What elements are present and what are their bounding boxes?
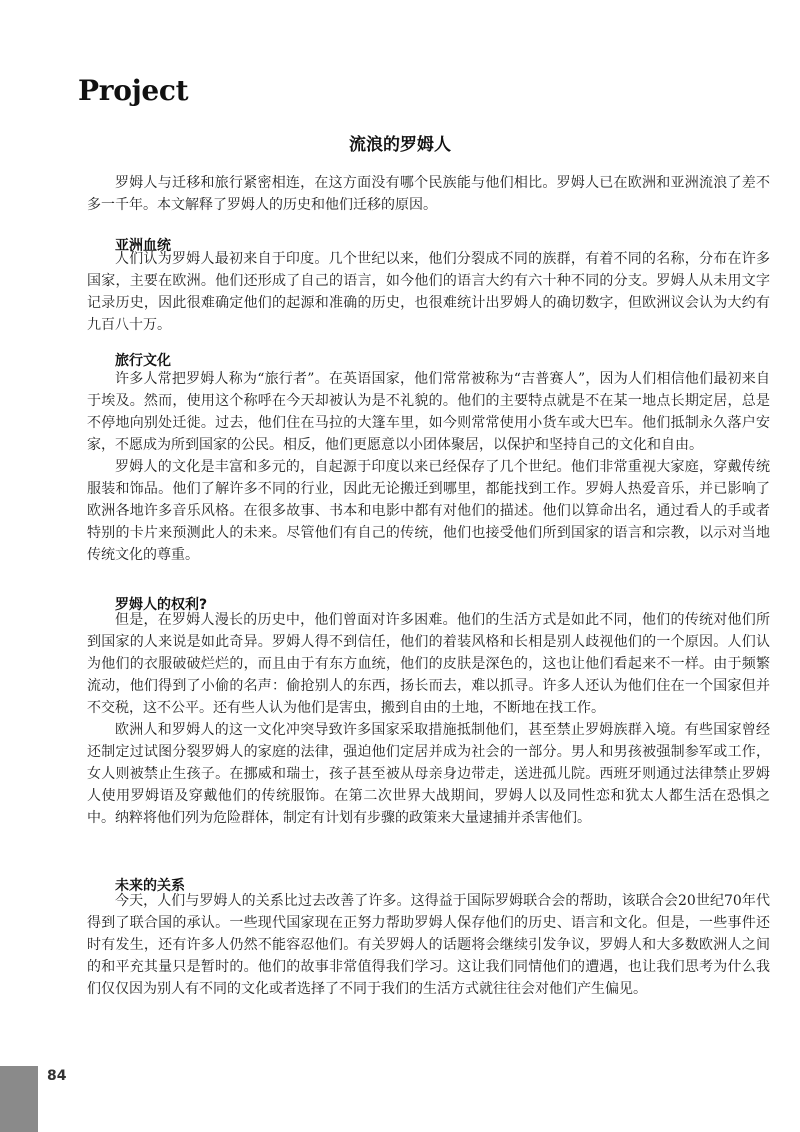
section-heading-future-relations: 未来的关系 <box>115 878 185 894</box>
paragraph: 人们认为罗姆人最初来自于印度。几个世纪以来，他们分裂成不同的族群，有着不同的名称，分布在许多国家，主要在欧洲。他们还形成了自己的语言，如今他们的语言大约有六十种不同的分支。罗姆人从未用文字记录历史，因此很难确定他们的起源和准确的历史，也很难统计出罗姆人的确切数字，但欧洲议会认为大约有九百八十万。 <box>87 251 770 333</box>
section-heading-travel-culture: 旅行文化 <box>115 353 171 369</box>
section-body-roma-rights <box>87 609 770 829</box>
page-number-tab <box>0 1066 38 1132</box>
paragraph: 罗姆人的文化是丰富和多元的，自起源于印度以来已经保存了几个世纪。他们非常重视大家庭，穿戴传统服装和饰品。他们了解许多不同的行业，因此无论搬迁到哪里，都能找到工作。罗姆人热爱音乐，并已影响了欧洲各地许多音乐风格。在很多故事、书本和电影中都有对他们的描述。他们以算命出名，通过看人的手或者特别的卡片来预测此人的未来。尽管他们有自己的传统，他们也接受他们所到国家的语言和宗教，以示对当地传统文化的尊重。 <box>87 459 770 563</box>
section-body-future-relations <box>87 890 770 1000</box>
section-heading-asian-origin: 亚洲血统 <box>115 238 171 254</box>
paragraph: 今天，人们与罗姆人的关系比过去改善了许多。这得益于国际罗姆联合会的帮助，该联合会20世纪70年代得到了联合国的承认。一些现代国家现在正努力帮助罗姆人保存他们的历史、语言和文化。但是，一些事件还时有发生，还有许多人仍然不能容忍他们。有关罗姆人的话题将会继续引发争议，罗姆人和大多数欧洲人之间的和平充其量只是暂时的。他们的故事非常值得我们学习。这让我们同情他们的遭遇，也让我们思考为什么我们仅仅因为别人有不同的文化或者选择了不同于我们的生活方式就往往会对他们产生偏见。 <box>87 893 770 997</box>
paragraph: 许多人常把罗姆人称为“旅行者”。在英语国家，他们常常被称为“吉普赛人”，因为人们相信他们最初来自于埃及。然而，使用这个称呼在今天却被认为是不礼貌的。他们的主要特点就是不在某一地点长期定居，总是不停地向别处迁徙。过去，他们住在马拉的大篷车里，如今则常常使用小货车或大巴车。他们抵制永久落户安家，不愿成为所到国家的公民。相反，他们更愿意以小团体聚居，以保护和坚持自己的文化和自由。 <box>87 371 770 453</box>
page-number: 84 <box>47 1068 67 1084</box>
intro-paragraph: 罗姆人与迁移和旅行紧密相连，在这方面没有哪个民族能与他们相比。罗姆人已在欧洲和亚洲流浪了差不多一千年。本文解释了罗姆人的历史和他们迁移的原因。 <box>87 175 770 213</box>
article-title: 流浪的罗姆人 <box>349 135 451 155</box>
section-body-travel-culture <box>87 368 770 566</box>
paragraph: 欧洲人和罗姆人的这一文化冲突导致许多国家采取措施抵制他们，甚至禁止罗姆族群入境。有些国家曾经还制定过试图分裂罗姆人的家庭的法律，强迫他们定居并成为社会的一部分。男人和男孩被强制参军或工作，女人则被禁止生孩子。在挪威和瑞士，孩子甚至被从母亲身边带走，送进孤儿院。西班牙则通过法律禁止罗姆人使用罗姆语及穿戴他们的传统服饰。在第二次世界大战期间，罗姆人以及同性恋和犹太人都生活在恐惧之中。纳粹将他们列为危险群体，制定有计划有步骤的政策来大量逮捕并杀害他们。 <box>87 722 770 826</box>
section-label: Project <box>78 74 189 107</box>
intro-block <box>87 172 770 216</box>
section-body-asian-origin <box>87 248 770 336</box>
paragraph: 但是，在罗姆人漫长的历史中，他们曾面对许多困难。他们的生活方式是如此不同，他们的传统对他们所到国家的人来说是如此奇异。罗姆人得不到信任，他们的着装风格和长相是别人歧视他们的一个原因。人们认为他们的衣服破破烂烂的，而且由于有东方血统，他们的皮肤是深色的，这也让他们看起来不一样。由于频繁流动，他们得到了小偷的名声：偷抢别人的东西，扬长而去，难以抓寻。许多人还认为他们住在一个国家但并不交税，这不公平。还有些人认为他们是害虫，搬到自由的土地，不断地在找工作。 <box>87 612 770 716</box>
section-heading-roma-rights: 罗姆人的权利? <box>115 597 208 613</box>
